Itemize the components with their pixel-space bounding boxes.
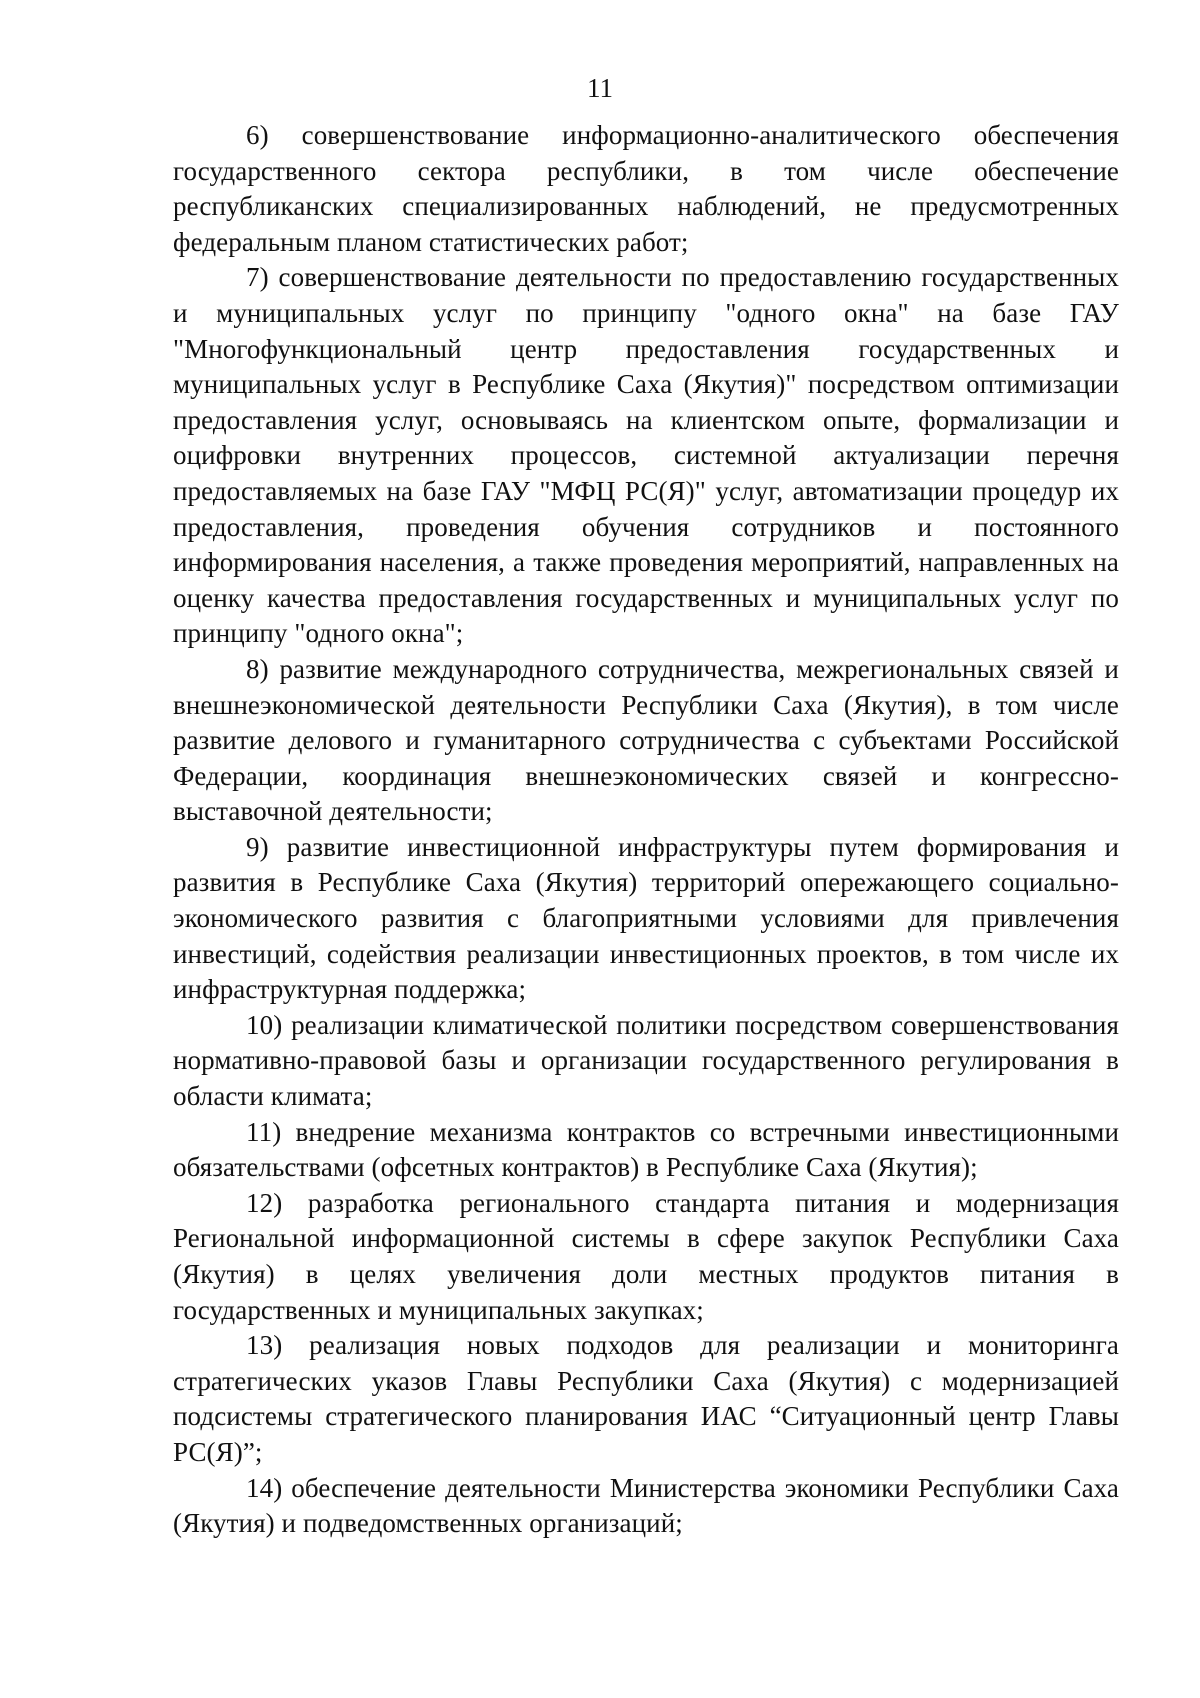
paragraph-item-14: 14) обеспечение деятельности Министерства экономики Республики Саха (Якутия) и подведомственных организаций; [173,1472,1119,1539]
paragraph-item-11: 11) внедрение механизма контрактов со встречными инвестиционными обязательствами (офсетных контрактов) в Республике Саха (Якутия); [173,1116,1119,1183]
paragraph-item-10: 10) реализации климатической политики посредством совершенствования нормативно-правовой базы и организации государственного регулирования в области климата; [173,1009,1119,1112]
paragraph-item-7: 7) совершенствование деятельности по предоставлению государственных и муниципальных услуг по принципу "одного окна" на базе ГАУ "Многофункциональный центр предоставления государственных и муниципальных услуг в Республике Саха (Якутия)" посредством оптимизации предоставления услуг, основываясь на клиентском опыте, формализации и оцифровки внутренних процессов, системной актуализации перечня предоставляемых на базе ГАУ "МФЦ РС(Я)" услуг, автоматизации процедур их предоставления, проведения обучения сотрудников и постоянного информирования населения, а также проведения мероприятий, направленных на оценку качества предоставления государственных и муниципальных услуг по принципу "одного окна"; [173,262,1119,649]
paragraph-item-6: 6) совершенствование информационно-аналитического обеспечения государственного сектора республики, в том числе обеспечение республиканских специализированных наблюдений, не предусмотренных федеральным планом статистических работ; [173,120,1119,257]
paragraph-item-9: 9) развитие инвестиционной инфраструктуры путем формирования и развития в Республике Саха (Якутия) территорий опережающего социально-экономического развития с благоприятными условиями для привлечения инвестиций, содействия реализации инвестиционных проектов, в том числе их инфраструктурная поддержка; [173,831,1119,1005]
document-body [173,118,1119,1542]
page-number: 11 [587,73,613,103]
paragraph-item-12: 12) разработка регионального стандарта питания и модернизация Региональной информационной системы в сфере закупок Республики Саха (Якутия) в целях увеличения доли местных продуктов питания в государственных и муниципальных закупках; [173,1187,1119,1325]
paragraph-item-8: 8) развитие международного сотрудничества, межрегиональных связей и внешнеэкономической деятельности Республики Саха (Якутия), в том числе развитие делового и гуманитарного сотрудничества с субъектами Российской Федерации, координация внешнеэкономических связей и конгрессно-выставочной деятельности; [173,653,1119,827]
paragraph-item-13: 13) реализация новых подходов для реализации и мониторинга стратегических указов Главы Республики Саха (Якутия) с модернизацией подсистемы стратегического планирования ИАС “Ситуационный центр Главы РС(Я)”; [173,1330,1119,1467]
